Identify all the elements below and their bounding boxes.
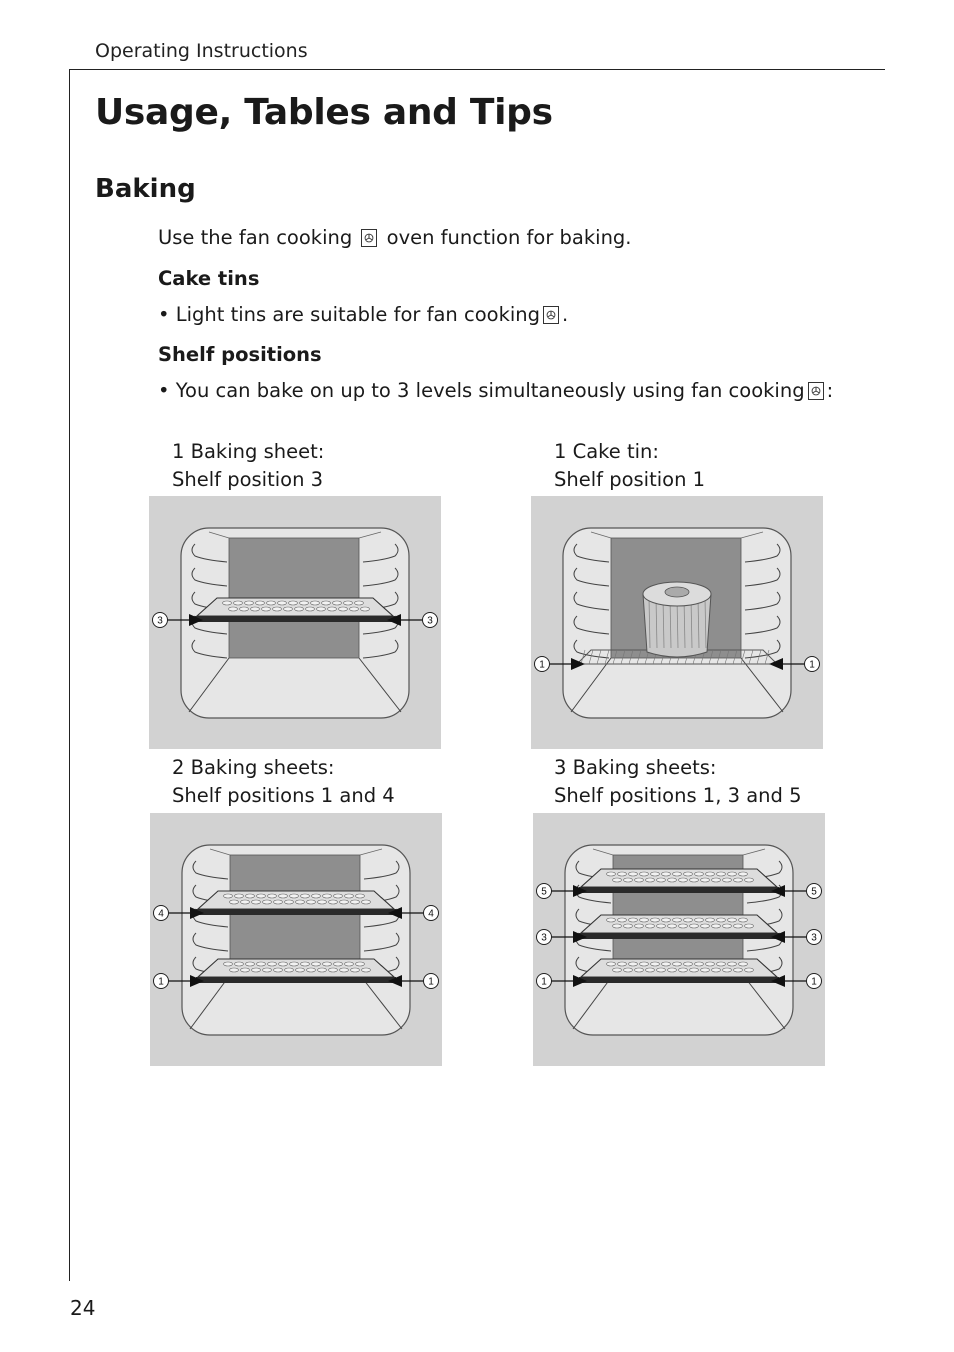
shelf-marker: 1 [809,659,815,671]
page-number: 24 [70,1296,96,1320]
figure-caption-3 [172,754,395,810]
fan-cooking-icon [361,229,377,247]
section-title: Baking [95,174,196,204]
intro-paragraph [158,226,632,249]
cake-tins-heading: Cake tins [158,267,260,290]
shelf-marker: 1 [539,659,545,671]
shelf-marker: 4 [428,908,434,920]
shelf-marker: 1 [811,976,817,988]
shelf-marker: 3 [427,615,433,627]
caption-line: 3 Baking sheets: [554,756,717,779]
shelf-marker: 3 [811,932,817,944]
shelf-positions-text: • You can bake on up to 3 levels simultaneously using fan cooking [158,379,805,402]
caption-line: Shelf positions 1 and 4 [172,784,395,807]
shelf-positions-bullet [158,379,833,402]
oven-diagram-shelves-1-3-5 [533,813,825,1066]
caption-line: 1 Baking sheet: [172,440,325,463]
margin-rule [69,69,70,1281]
running-header: Operating Instructions [95,40,308,62]
figure-caption-1 [172,438,324,494]
shelf-marker: 3 [541,932,547,944]
oven-diagram-shelf-3 [149,496,441,749]
cake-tins-text: • Light tins are suitable for fan cooking [158,303,541,326]
page-title: Usage, Tables and Tips [95,92,553,133]
shelf-marker: 4 [158,908,164,920]
oven-diagram-shelves-1-4 [150,813,442,1066]
caption-line: 1 Cake tin: [554,440,659,463]
intro-text-start: Use the fan cooking [158,226,353,249]
shelf-marker: 5 [811,886,817,898]
caption-line: Shelf positions 1, 3 and 5 [554,784,802,807]
caption-line: 2 Baking sheets: [172,756,335,779]
shelf-positions-heading: Shelf positions [158,343,322,366]
shelf-marker: 1 [158,976,164,988]
figure-caption-2 [554,438,705,494]
oven-diagram-cake-tin [531,496,823,749]
intro-text-end: oven function for baking. [386,226,632,249]
caption-line: Shelf position 3 [172,468,324,491]
shelf-marker: 3 [157,615,163,627]
shelf-marker: 5 [541,886,547,898]
shelf-marker: 1 [541,976,547,988]
cake-tins-bullet [158,303,568,326]
header-rule [69,69,885,70]
caption-line: Shelf position 1 [554,468,706,491]
shelf-marker: 1 [428,976,434,988]
cake-tins-text-end: . [562,303,569,326]
shelf-positions-text-end: : [826,379,834,402]
fan-cooking-icon [543,306,559,324]
fan-cooking-icon [808,382,824,400]
figure-caption-4 [554,754,802,810]
